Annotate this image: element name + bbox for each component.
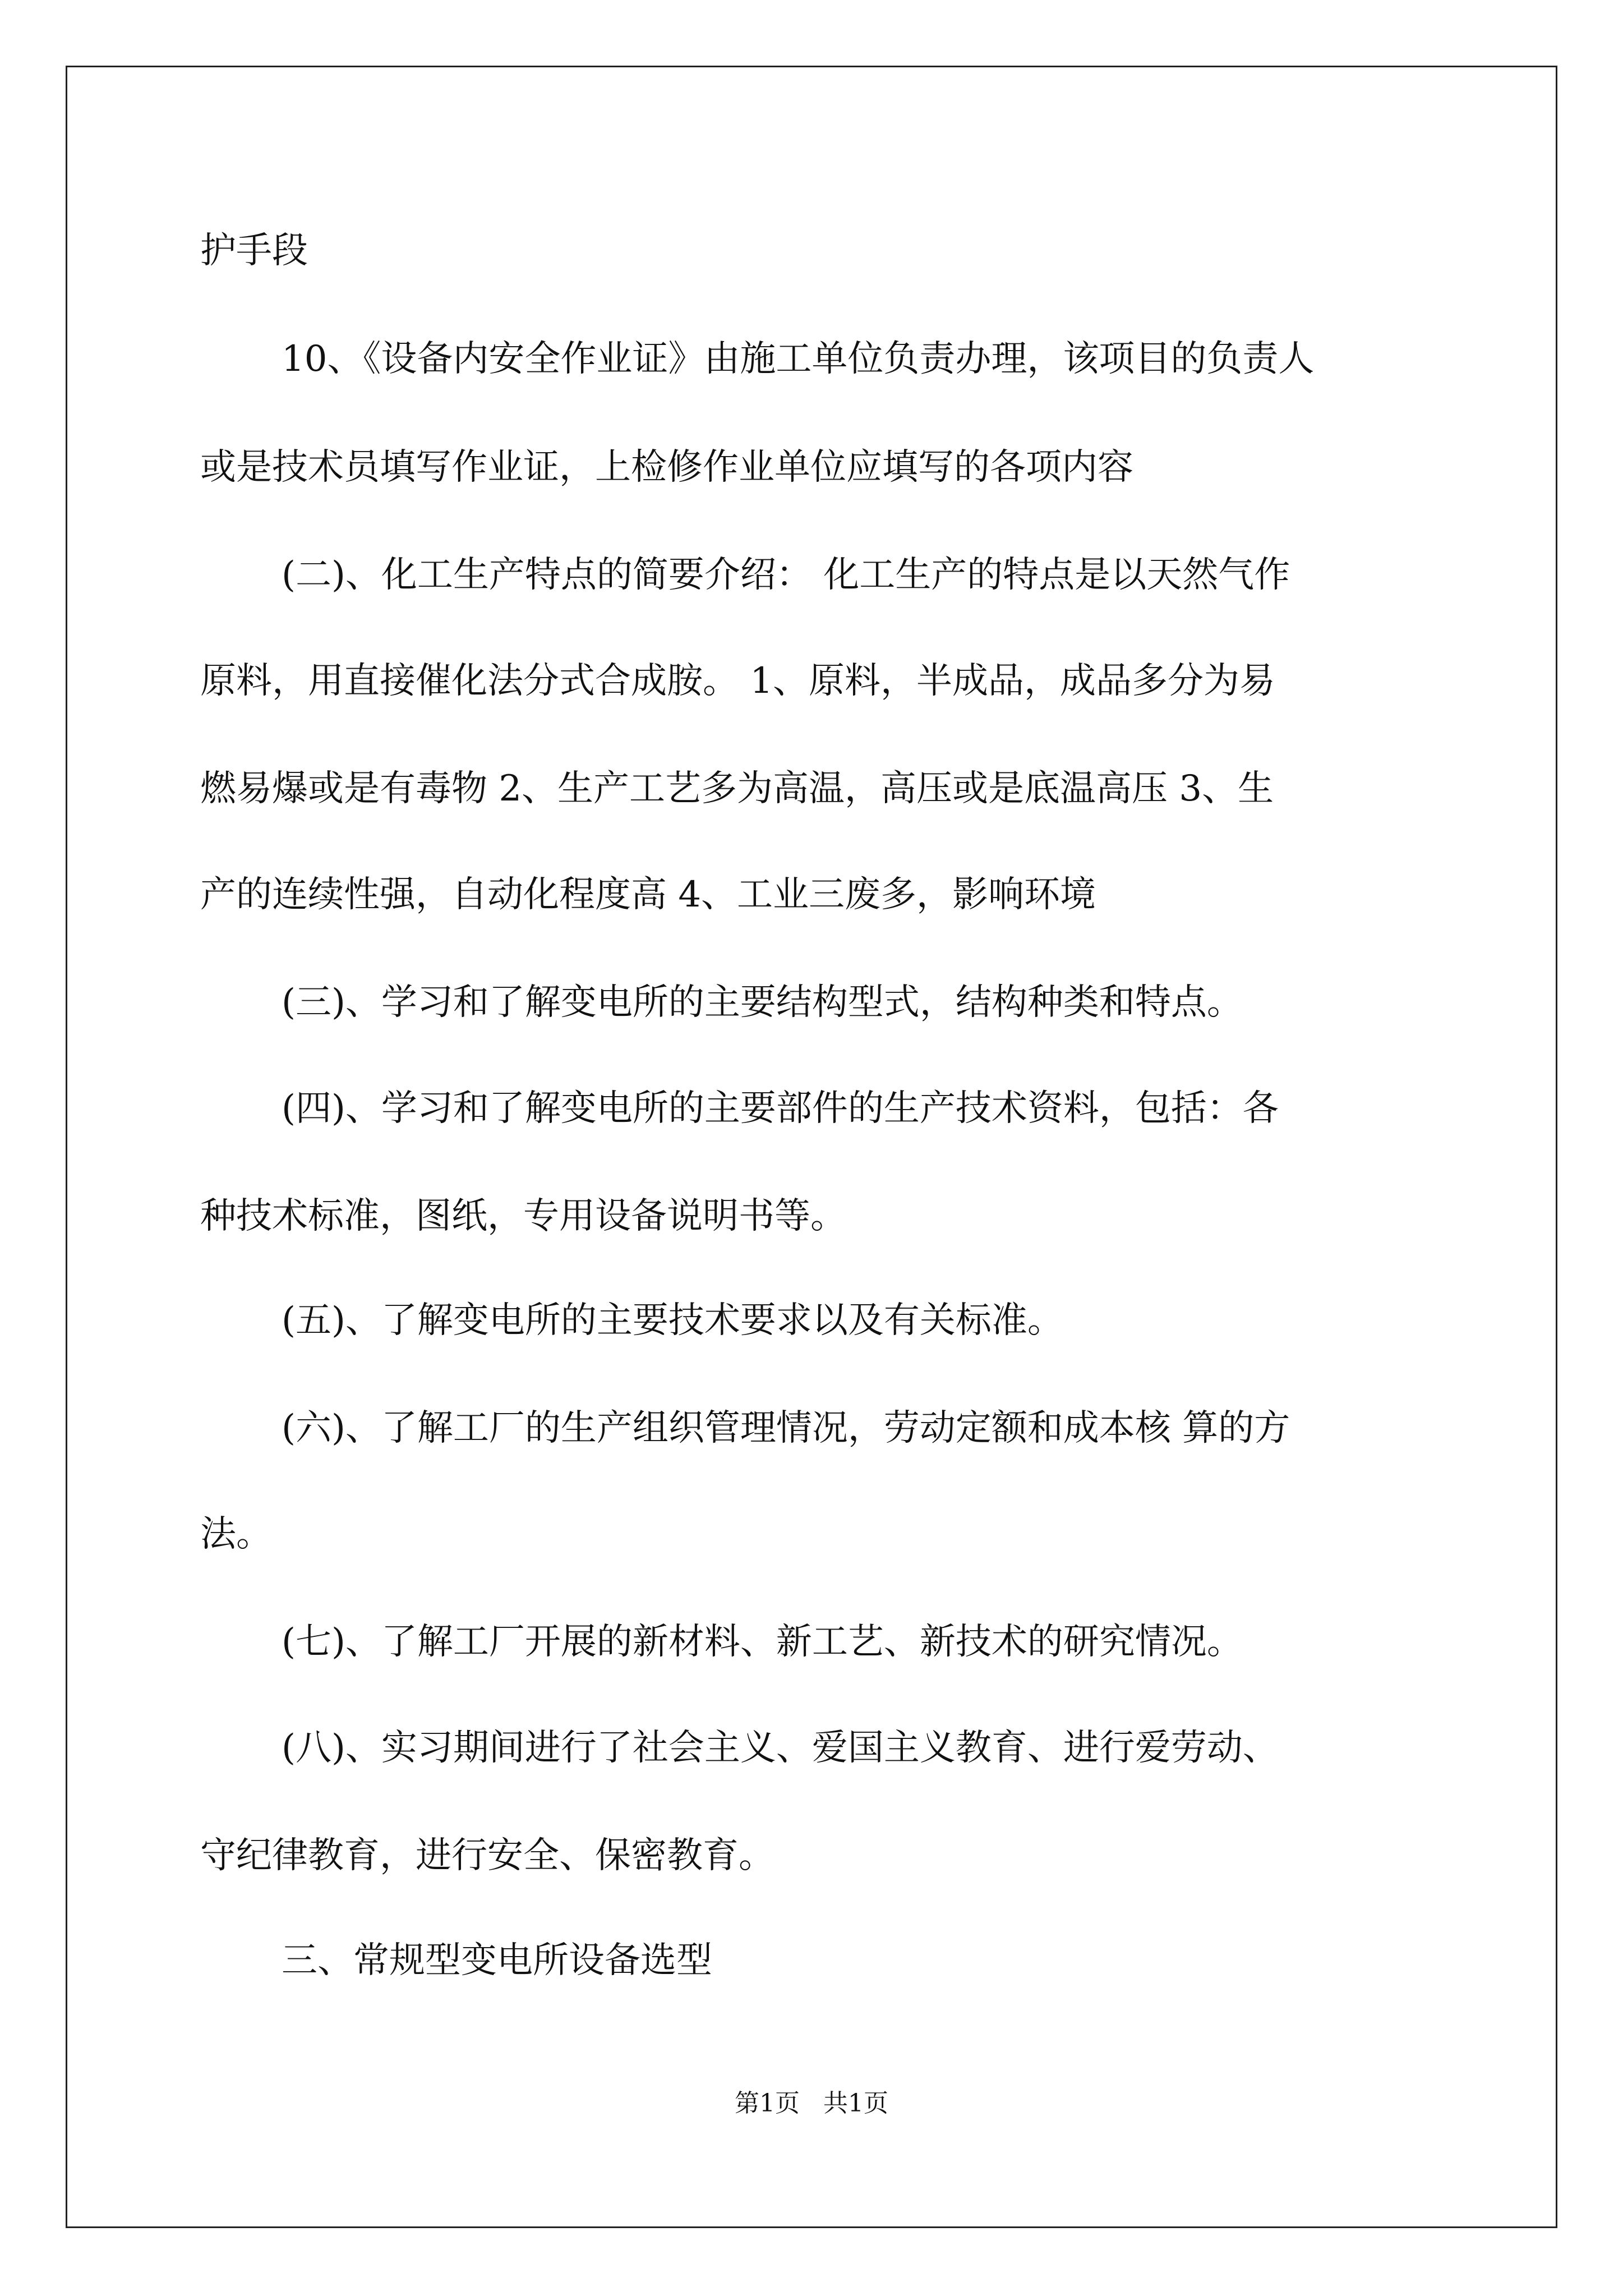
text-line-16: 守纪律教育，进行安全、保密教育。 [200, 1835, 774, 1876]
text-line-1: 护手段 [200, 230, 308, 272]
text-line-12: (六)、了解工厂的生产组织管理情况，劳动定额和成本核 算的方 [282, 1407, 1290, 1449]
text-line-14: (七)、了解工厂开展的新材料、新工艺、新技术的研究情况。 [282, 1621, 1243, 1663]
text-line-8: (三)、学习和了解变电所的主要结构型式，结构种类和特点。 [282, 982, 1243, 1023]
page-frame [66, 66, 1557, 2228]
text-line-6: 燃易爆或是有毒物 2、生产工艺多为高温，高压或是底温高压 3、生 [200, 768, 1274, 809]
text-line-15: (八)、实习期间进行了社会主义、爱国主义教育、进行爱劳动、 [282, 1727, 1279, 1769]
section-heading: 三、常规型变电所设备选型 [282, 1940, 712, 1981]
page-number-footer: 第1页 共1页 [735, 2089, 888, 2118]
text-line-11: (五)、了解变电所的主要技术要求以及有关标准。 [282, 1300, 1063, 1341]
text-line-4: (二)、化工生产特点的简要介绍： 化工生产的特点是以天然气作 [282, 554, 1290, 596]
text-line-3: 或是技术员填写作业证，上检修作业单位应填写的各项内容 [200, 447, 1133, 488]
text-line-9: (四)、学习和了解变电所的主要部件的生产技术资料，包括：各 [282, 1088, 1279, 1129]
text-line-7: 产的连续性强，自动化程度高 4、工业三废多，影响环境 [200, 874, 1096, 915]
text-line-5: 原料，用直接催化法分式合成胺。 1、原料，半成品，成品多分为易 [200, 660, 1276, 702]
text-line-13: 法。 [200, 1513, 272, 1555]
text-line-2: 10、《设备内安全作业证》由施工单位负责办理，该项目的负责人 [282, 338, 1315, 380]
text-line-10: 种技术标准，图纸，专用设备说明书等。 [200, 1195, 846, 1237]
